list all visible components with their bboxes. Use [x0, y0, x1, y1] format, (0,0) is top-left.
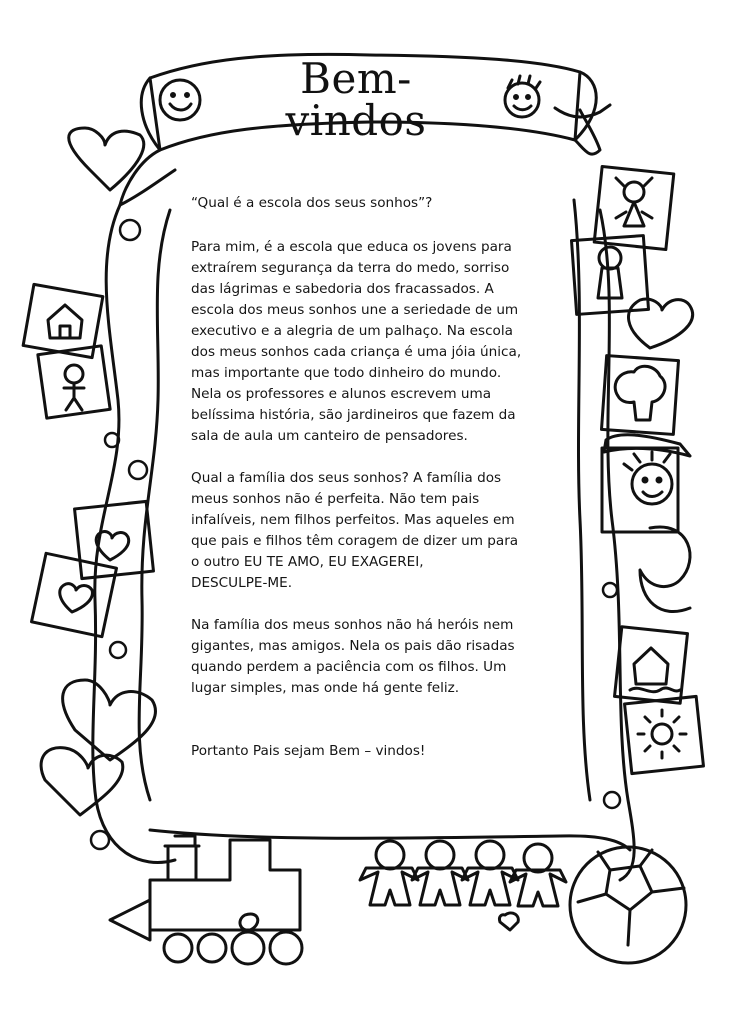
- banner-title: Bem-vindos: [285, 54, 427, 145]
- card-heart-b: [32, 553, 117, 636]
- ribbon-curl-right: [640, 527, 690, 612]
- text-line: Nela os professores e alunos escrevem uma: [191, 386, 492, 402]
- text-line: sala de aula um canteiro de pensadores.: [191, 428, 468, 444]
- text-line: das lágrimas e sabedoria dos fracassados. A: [191, 281, 494, 297]
- text-line: escola dos meus sonhos une a seriedade de um: [191, 302, 519, 318]
- text-line: gigantes, mas amigos. Nela os pais dão risadas: [191, 638, 515, 654]
- card-stickman-left: [38, 346, 110, 418]
- letter-question: “Qual é a escola dos seus sonhos”?: [191, 195, 433, 211]
- text-line: extraírem segurança da terra do medo, sorriso: [191, 260, 510, 276]
- card-tree-right: [602, 356, 679, 435]
- paper-dolls: [360, 841, 566, 906]
- soccer-ball: [570, 847, 686, 963]
- text-line: lugar simples, mas onde há gente feliz.: [191, 680, 460, 696]
- frame-outer: [93, 205, 175, 863]
- text-line: Na família dos meus sonhos não há heróis nem: [191, 617, 514, 633]
- text-line: meus sonhos não é perfeita. Não tem pais: [191, 491, 480, 507]
- text-line: DESCULPE-ME.: [191, 575, 293, 591]
- text-line: belíssima história, são jardineiros que fazem da: [191, 407, 516, 423]
- toy-train: [110, 836, 302, 964]
- heart-left-low: [41, 748, 123, 815]
- letter-closing: Portanto Pais sejam Bem – vindos!: [191, 743, 426, 759]
- heart-left-mid: [63, 680, 156, 760]
- heart-right-top: [629, 299, 693, 348]
- card-sunface-right: [602, 435, 690, 532]
- card-house-right: [615, 627, 688, 704]
- text-line: Para mim, é a escola que educa os jovens para: [191, 239, 512, 255]
- text-line: mas importante que todo dinheiro do mundo.: [191, 365, 502, 381]
- paragraph-school: [191, 237, 571, 447]
- card-sun-right: [625, 696, 704, 773]
- banner-smiley-left: [160, 80, 200, 120]
- text-line: dos meus sonhos cada criança é uma jóia única,: [191, 344, 522, 360]
- paragraph-family: [191, 468, 571, 594]
- letter-body: [191, 193, 571, 762]
- text-line: o outro EU TE AMO, EU EXAGEREI,: [191, 554, 424, 570]
- text-line: Qual a família dos seus sonhos? A família dos: [191, 470, 502, 486]
- text-line: quando perdem a paciência com os filhos. Um: [191, 659, 507, 675]
- heart-top-left: [69, 128, 144, 190]
- paragraph-friends: [191, 615, 571, 699]
- text-line: infalíveis, nem filhos perfeitos. Mas aqueles em: [191, 512, 515, 528]
- text-line: que pais e filhos têm coragem de dizer um para: [191, 533, 519, 549]
- banner-face-right: [505, 76, 540, 117]
- text-line: executivo e a alegria de um palhaço. Na escola: [191, 323, 513, 339]
